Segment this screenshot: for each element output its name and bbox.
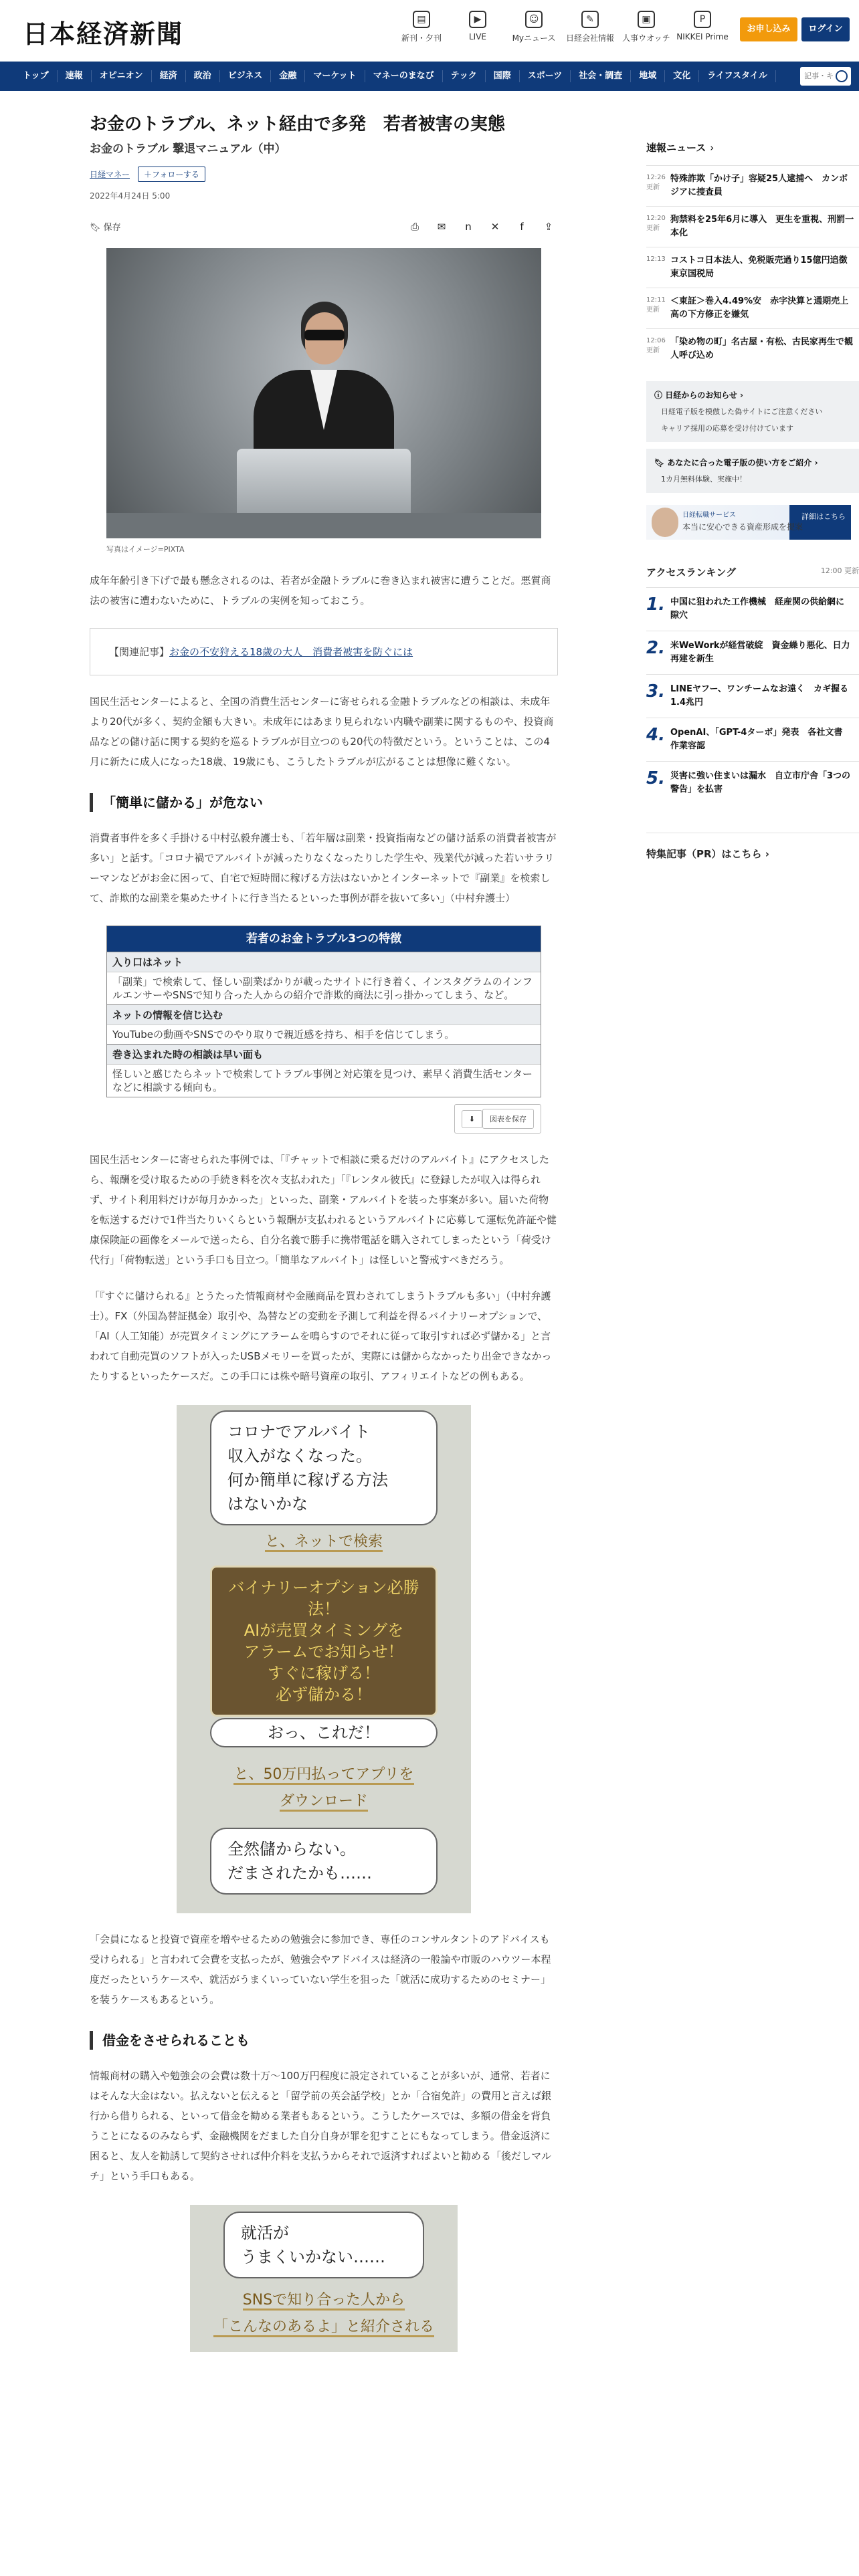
photo-sunglasses [304, 330, 345, 340]
rank-headline[interactable]: 米WeWorkが経営破綻 資金繰り悪化、日力再建を新生 [670, 641, 850, 664]
news-headline[interactable]: ＜東証＞巻入4.49%安 赤字決算と通期売上高の下方修正を嫌気 [670, 296, 849, 320]
notice-heading[interactable]: 🔖︎ あなたに合った電子版の使い方をご紹介 › [654, 458, 818, 467]
nav-item[interactable]: テック [443, 70, 486, 82]
notice-item[interactable]: 1カ月無料体験、実施中！ [661, 475, 747, 484]
news-headline[interactable]: コストコ日本法人、免税販売過り15億円追徴 東京国税局 [670, 255, 856, 279]
save-label: 保存 [103, 223, 121, 233]
nav-item[interactable]: ビジネス [220, 70, 272, 82]
x-icon[interactable]: ✕ [490, 221, 500, 233]
nav-item[interactable]: トップ [15, 70, 58, 82]
topic-tag[interactable]: 日経マネー [90, 170, 130, 179]
news-item[interactable] [646, 247, 859, 288]
news-time: 12:26 更新 [646, 174, 666, 191]
ad-line: AIが売買タイミングを [244, 1621, 404, 1640]
breaking-news-list [646, 165, 859, 369]
main-nav [0, 62, 859, 91]
trouble-features-table [106, 926, 541, 1097]
save-figure-icon: ⬇ [462, 1110, 482, 1128]
news-headline[interactable]: 「染め物の町」名古屋・有松、古民家再生で観人呼び込め [670, 337, 854, 360]
ad-line: アラームでお知らせ！ [244, 1642, 404, 1661]
header-link[interactable] [450, 11, 506, 43]
paragraph-7: 情報商材の購入や勉強会の会費は数十万〜100万円程度に設定されていることが多いが、通常、若者にはそんな大金はない。払えないと伝えると「留学前の英会話学校」とか「合宿免許」の費用と言えば銀行から借りられる、といって借金を勧める業者もあるという。こうしたケースでは、多額の借金を背負うことになるのみならず、金融機関をだました自分自身が罪を犯すことにもなってしまう。借金返済に困ると、友人を勧誘して契約させれば仲介料を支払うからそれで返済すればよいと勧める「後だしマルチ」という手口もある。 [90, 2070, 552, 2182]
header-icon-group [393, 11, 731, 43]
caption-text: と、50万円払ってアプリを [233, 1766, 413, 1785]
paragraph-2: 国民生活センターによると、全国の消費生活センターに寄せられる金融トラブルなどの相談は、未成年より20代が多く、契約金額も大きい。未成年にはあまり見られない内職や副業に関するものや、投資商品などの儲け話に関する契約を巡るトラブルが目立つのも20代の特徴だという。ということは、この4月に新たに成人になった18歳、19歳にも、こうしたトラブルが広がることは想像に難くない。 [90, 695, 554, 768]
bubble-line: コロナでアルバイト [227, 1422, 371, 1441]
header-link[interactable] [393, 11, 450, 43]
table-title: 若者のお金トラブル3つの特徴 [107, 926, 541, 952]
nav-item[interactable]: マーケット [305, 70, 365, 82]
header-link[interactable] [674, 11, 731, 43]
sidebar [646, 140, 859, 861]
illustration-ad-box [210, 1566, 438, 1717]
ranking-title[interactable]: アクセスランキング [646, 566, 737, 578]
company-icon: ✎ [581, 11, 599, 28]
notice-title: 日経からのお知らせ [665, 391, 737, 400]
save-figure-label: 図表を保存 [482, 1109, 534, 1129]
feature-label: 特集記事（PR）はこちら [646, 848, 762, 860]
caption-text: SNSで知り合った人から [243, 2292, 405, 2311]
ranking-header [646, 565, 859, 579]
paragraph-3: 消費者事件を多く手掛ける中村弘毅弁護士も、「若年層は副業・投資指南などの儲け話系の消費者被害が多い」と話す。「コロナ禍でアルバイトが減ったりなくなったりした学生や、残業代が減った若いサラリーマンなどがお金に困って、自宅で短時間に稼げる方法はないかとインターネットで『副業』を検索して、詐欺的な副業を集めたサイトに行き当たるといった事例が群を抜いて多い」（中村弁護士） [90, 832, 557, 904]
rank-number: 2. [646, 638, 665, 658]
header-link[interactable] [618, 11, 674, 43]
related-article-box [90, 628, 558, 675]
notice-box [646, 381, 859, 442]
nav-item[interactable]: スポーツ [520, 70, 571, 82]
caption-text: ダウンロード [280, 1793, 368, 1812]
news-time: 12:06 更新 [646, 337, 666, 354]
table-row-head: ネットの情報を信じ込む [107, 1004, 541, 1025]
caption-text: と、ネットで検索 [265, 1533, 383, 1552]
person-icon: ▣ [638, 11, 655, 28]
header-link-label: Myニュース [512, 33, 556, 43]
news-headline[interactable]: 狗禁料を25年6月に導入 更生を重視、刑罰一本化 [670, 215, 854, 238]
paragraph-6: 「会員になると投資で資産を増やせるための勉強会に参加でき、専任のコンサルタントのアドバイスも受けられる」と言われて会費を支払ったが、勉強会やアドバイスは経済の一般論や市販のハウツー本程度だったというケースや、就活がうまくいっていない学生を狙った「就活に成功するためのセミナー」を装うケースもあるという。 [90, 1933, 551, 2006]
illustration-reaction: おっ、これだ！ [210, 1718, 438, 1747]
bubble-line: だまされたかも…… [227, 1864, 372, 1883]
rank-headline[interactable]: 災害に強い住まいは漏水 自立市庁舎「3つの警告」を払害 [670, 771, 851, 794]
rank-number: 3. [646, 681, 665, 702]
news-time: 12:13 [646, 255, 666, 263]
article [90, 112, 558, 2352]
news-item[interactable] [646, 288, 859, 328]
user-icon: ☺ [525, 11, 543, 28]
nav-item[interactable]: 国際 [486, 70, 520, 82]
ad-line: バイナリーオプション必勝法！ [228, 1578, 419, 1618]
ad-line: すぐに稼げる！ [268, 1664, 380, 1683]
table-row-head: 巻き込まれた時の相談は早い面も [107, 1044, 541, 1064]
banner-label: 日経転職サービス [682, 512, 736, 519]
bubble-line: 就活が [241, 2224, 289, 2242]
notice-item[interactable]: キャリア採用の応募を受け付けています [661, 424, 793, 433]
illustration-thought-bubble [210, 1410, 438, 1525]
news-item[interactable] [646, 206, 859, 247]
header-link-label: 新刊・夕刊 [401, 33, 442, 43]
header-link[interactable] [506, 11, 562, 43]
bubble-line: うまくいかない…… [241, 2248, 385, 2266]
illustration-caption [177, 1790, 471, 1813]
rank-headline[interactable]: LINEヤフー、ワンチームなお遠く カギ握る1.4兆円 [670, 684, 848, 708]
rank-headline[interactable]: OpenAI、「GPT-4ターボ」発表 各社文書作業容認 [670, 728, 843, 751]
header-link-label: 日経会社情報 [565, 33, 614, 43]
top-header [0, 0, 859, 59]
nav-item[interactable]: 地域 [631, 70, 665, 82]
news-time: 12:11 更新 [646, 296, 666, 314]
illustration-job-hunting [190, 2205, 458, 2352]
save-button[interactable] [90, 220, 121, 233]
chevron-right-icon: › [710, 142, 714, 154]
header-link-label: LIVE [468, 32, 486, 41]
facebook-icon[interactable]: f [520, 221, 524, 233]
bubble-line: 何か簡単に稼げる方法 [227, 1471, 388, 1489]
share-buttons [397, 219, 558, 235]
illustration-thought-bubble [223, 2212, 424, 2278]
breaking-news-heading[interactable] [646, 140, 859, 154]
nav-item[interactable]: 社会・調査 [571, 70, 631, 82]
illustration-caption [177, 1531, 471, 1553]
nav-list [15, 62, 776, 91]
breaking-news-title: 速報ニュース [646, 142, 706, 154]
banner-copy: 本当に安心できる資産形成を提案 [682, 522, 803, 532]
print-icon[interactable]: ⎙ [410, 221, 419, 233]
live-icon: ▶ [469, 11, 486, 28]
search-input[interactable] [800, 67, 851, 86]
ranking-item[interactable] [646, 631, 859, 674]
illustration-thought-bubble [210, 1828, 438, 1895]
news-item[interactable] [646, 328, 859, 369]
news-item[interactable] [646, 165, 859, 206]
bubble-line: 収入がなくなった。 [227, 1446, 372, 1465]
bookmark-icon: 🔖︎ [90, 223, 104, 233]
header-link-label: 人事ウオッチ [622, 33, 670, 43]
rank-headline[interactable]: 中国に狙われた工作機械 経産関の供給網に隙穴 [670, 597, 845, 621]
related-label: 【関連記事】 [109, 646, 170, 658]
paragraph-1: 成年年齢引き下げで最も懸念されるのは、若者が金融トラブルに巻き込まれ被害に遭うことだ。悪質商法の被害に遭わないために、トラブルの実例を知っておこう。 [90, 574, 551, 607]
save-figure-button[interactable] [454, 1104, 541, 1134]
paragraph-5: 「『すぐに儲けられる』とうたった情報商材や金融商品を買わされてしまうトラブルも多い」（中村弁護士）。FX（外国為替証拠金）取引や、為替などの変動を予測して利益を得るバイナリーオプションで、「AI（人工知能）が売買タイミングにアラームを鳴らすのでそれに従って取引すれば必ず儲かる」と言われて自動売買のソフトが入ったUSBメモリーを買ったが、実際には儲からなかったり出金できなかったりするといったケースだ。この手口には株や暗号資産の取引、アフィリエイトなどの例もある。 [90, 1290, 552, 1382]
table-row-head: 入り口はネット [107, 952, 541, 972]
nav-item[interactable]: オピニオン [92, 70, 152, 82]
banner-cta[interactable]: 詳細はこちら [801, 512, 846, 521]
photo-caption: 写真はイメージ=PIXTA [106, 545, 185, 554]
table-row-body: 「副業」で検索して、怪しい副業ばかりが載ったサイトに行き着く、インスタグラムのインフルエンサーやSNSで知り合った人からの紹介で詐欺的商法に引っ掛かってしまう、など。 [107, 972, 541, 1004]
bubble-line: はないかな [227, 1495, 308, 1513]
table-row-body: YouTubeの動画やSNSでのやり取りで親近感を持ち、相手を信じてしまう。 [107, 1025, 541, 1044]
nav-item[interactable]: 文化 [665, 70, 699, 82]
news-time: 12:20 更新 [646, 215, 666, 232]
news-headline[interactable]: 特殊詐欺「かけ子」容疑25人逮捕へ カンボジアに捜査員 [670, 174, 848, 197]
article-title: お金のトラブル、ネット経由で多発 若者被害の実態 [90, 114, 505, 134]
follow-button[interactable]: ＋フォローする [138, 167, 205, 182]
feature-link[interactable]: 特集記事（PR）はこちら › [646, 833, 859, 861]
search-placeholder: 記事・キ [804, 72, 834, 80]
topic-row [90, 167, 558, 182]
nav-item[interactable]: マネーのまなび [365, 70, 443, 82]
rank-number: 1. [646, 595, 665, 615]
banner-person [652, 508, 678, 537]
mail-icon[interactable]: ✉ [437, 221, 446, 233]
notice-item[interactable]: 日経電子版を模倣した偽サイトにご注意ください [661, 407, 823, 416]
share-icon[interactable]: ⇪ [544, 221, 553, 233]
apply-button[interactable]: お申し込み [740, 17, 797, 41]
nav-item[interactable]: 政治 [186, 70, 220, 82]
illustration-binary-option [177, 1405, 471, 1913]
follow-label: フォローする [152, 170, 199, 179]
nav-item[interactable]: 速報 [58, 70, 92, 82]
illustration-caption [177, 1763, 471, 1786]
ranking-item[interactable] [646, 761, 859, 804]
ad-line: 必ず儲かる！ [276, 1685, 372, 1704]
related-article-link[interactable]: お金の不安狩える18歳の大人 消費者被害を防ぐには [169, 646, 413, 658]
section-heading-debt: 借金をさせられることも [90, 2031, 558, 2050]
illustration-caption [190, 2316, 458, 2339]
caption-text: 「こんなのあるよ」と紹介される [213, 2319, 434, 2337]
notice-title: あなたに合った電子版の使い方をご紹介 [667, 458, 812, 467]
article-subtitle: お金のトラブル 撃退マニュアル（中） [90, 142, 286, 156]
paragraph-4: 国民生活センターに寄せられた事例では、「『チャットで相談に乗るだけのアルバイト』にアクセスしたら、報酬を受け取るための手続き料を次々支払われた」「『レンタル彼氏』に登録したが収入は得られず、サイト利用料だけが毎月かかった」といった、副業・アルバイトを装った事案が多い。届いた荷物を転送するだけで1件当たりいくらという報酬が支払われるというアルバイトに応募して運転免許証や健康保険証の画像をメールで送ったら、自分名義で勝手に携帯電話を購入されてしまったという「荷受け代行」「荷物転送」という手口も目立つ。「簡単なアルバイト」は怪しいと警戒すべきだろう。 [90, 1154, 557, 1266]
action-row [90, 219, 558, 236]
login-button[interactable]: ログイン [801, 17, 850, 41]
header-link[interactable] [562, 11, 618, 43]
bubble-line: 全然儲からない。 [227, 1840, 356, 1858]
ranking-item[interactable] [646, 674, 859, 718]
ranking-item[interactable] [646, 718, 859, 761]
nav-item[interactable]: 金融 [271, 70, 305, 82]
nav-item[interactable]: 経済 [152, 70, 186, 82]
newspaper-icon: ▤ [413, 11, 430, 28]
notice-heading[interactable]: ⓘ 日経からのお知らせ › [654, 391, 743, 400]
search-icon[interactable] [836, 70, 848, 82]
table-row-body: 怪しいと感じたらネットで検索してトラブル事例と対応策を見つけ、素早く消費生活センターなどに相談する傾向も。 [107, 1064, 541, 1097]
publish-date: 2022年4月24日 5:00 [90, 191, 171, 201]
photo-desk [106, 513, 541, 538]
illustration-caption [190, 2289, 458, 2312]
photo-laptop [237, 449, 411, 513]
save-figure-row [90, 1104, 541, 1134]
access-ranking [646, 565, 859, 804]
notice-box [646, 449, 859, 493]
site-logo[interactable]: 日本経済新聞 [23, 19, 184, 49]
ranking-updated: 12:00 更新 [820, 566, 859, 575]
section-heading-easy-money: 「簡単に儲かる」が危ない [90, 793, 558, 812]
promo-banner[interactable] [646, 505, 851, 540]
hatena-icon[interactable]: n [465, 221, 472, 233]
prime-icon: P [694, 11, 711, 28]
article-photo [106, 248, 541, 538]
rank-number: 5. [646, 768, 665, 788]
rank-number: 4. [646, 725, 665, 745]
nav-item[interactable]: ライフスタイル [699, 70, 775, 82]
ranking-item[interactable] [646, 587, 859, 631]
ranking-list [646, 587, 859, 804]
header-link-label: NIKKEI Prime [676, 32, 729, 41]
